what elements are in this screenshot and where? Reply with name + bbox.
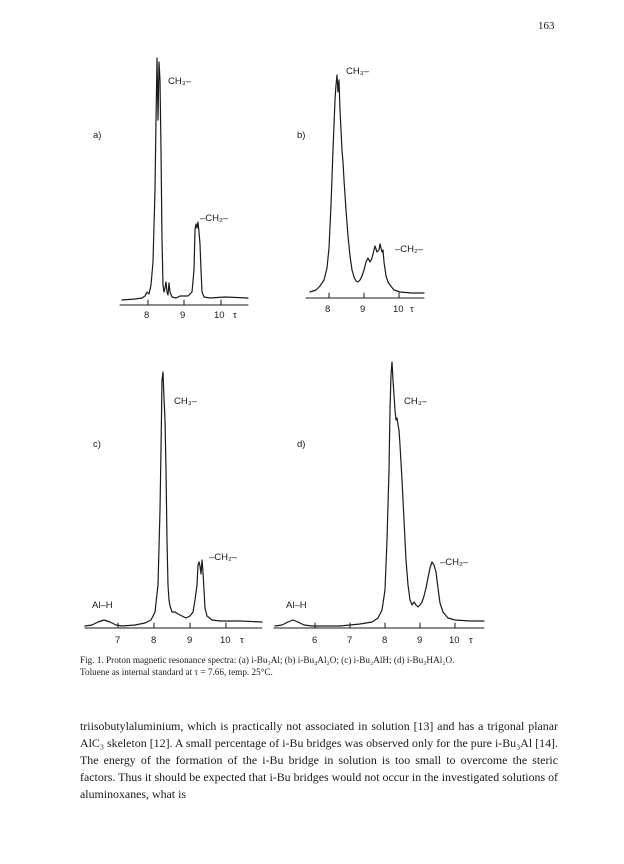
panel-a-ticks bbox=[148, 300, 221, 305]
panel-b-label: b) bbox=[297, 130, 306, 141]
panel-b-tick-9: 9 bbox=[360, 304, 366, 315]
panel-d-alh-label: Al–H bbox=[286, 600, 307, 611]
panel-c-spectrum bbox=[85, 372, 262, 628]
panel-d-trace bbox=[275, 362, 484, 626]
panel-a-tau: τ bbox=[233, 310, 237, 321]
panel-a-tick-8: 8 bbox=[144, 310, 150, 321]
figure-caption bbox=[80, 654, 560, 678]
panel-c-ch2-label: –CH₂– bbox=[209, 552, 237, 563]
body-text bbox=[80, 718, 558, 803]
panel-d-ch3-label: CH₃– bbox=[404, 396, 427, 407]
panel-a-trace bbox=[122, 58, 248, 300]
body-paragraph: triisobutylaluminium, which is practically not associated in solution [13] and has a trigonal planar AlC₃ skeleton [12]. A small percentage of i-Bu bridges was observed only for the pure i-Bu₃Al [14]. The energy of the formation of the i-Bu bridge in solution is too small to overcome the steric factors. Thus it should be expected that i-Bu bridges would not occur in the investigated solutions of aluminoxanes, what is bbox=[80, 719, 558, 801]
panel-d-tau: τ bbox=[469, 635, 473, 646]
panel-b-spectrum bbox=[306, 75, 424, 298]
panel-a-tick-10: 10 bbox=[214, 310, 225, 321]
panel-a-tick-9: 9 bbox=[180, 310, 186, 321]
panel-b-ch3-label: CH₃– bbox=[346, 66, 369, 77]
panel-d-ch2-label: –CH₂– bbox=[440, 557, 468, 568]
panel-d-tick-7: 7 bbox=[347, 635, 353, 646]
panel-b-ch2-label: –CH₂– bbox=[395, 244, 423, 255]
panel-d-spectrum bbox=[274, 362, 484, 628]
panel-d-tick-6: 6 bbox=[312, 635, 318, 646]
panel-b-tick-10: 10 bbox=[393, 304, 404, 315]
panel-b-ticks bbox=[329, 293, 399, 298]
panel-c-tau: τ bbox=[240, 635, 244, 646]
panel-a-spectrum bbox=[120, 58, 248, 305]
panel-c-tick-8: 8 bbox=[151, 635, 157, 646]
panel-a-ch2-label: –CH₂– bbox=[200, 213, 228, 224]
panel-c-ch3-label: CH₃– bbox=[174, 396, 197, 407]
panel-d-tick-9: 9 bbox=[417, 635, 423, 646]
panel-b-tick-8: 8 bbox=[325, 304, 331, 315]
figure-caption-line-1: Fig. 1. Proton magnetic resonance spectra: (a) i-Bu₃Al; (b) i-Bu₄Al₂O; (c) i-Bu₂AlH; (d) i-Bu₃HAl₂O. bbox=[80, 655, 455, 665]
panel-c-label: c) bbox=[93, 439, 101, 450]
panel-c-tick-10: 10 bbox=[220, 635, 231, 646]
panel-d-label: d) bbox=[297, 439, 306, 450]
panel-c-alh-label: Al–H bbox=[92, 600, 113, 611]
panel-c-tick-9: 9 bbox=[187, 635, 193, 646]
panel-d-tick-10: 10 bbox=[449, 635, 460, 646]
panel-c-tick-7: 7 bbox=[115, 635, 121, 646]
panel-b-tau: τ bbox=[410, 304, 414, 315]
page-number: 163 bbox=[538, 20, 555, 32]
panel-a-ch3-label: CH₃– bbox=[168, 76, 191, 87]
panel-b-trace bbox=[310, 75, 424, 293]
panel-d-tick-8: 8 bbox=[382, 635, 388, 646]
panel-a-label: a) bbox=[93, 130, 102, 141]
panel-c-trace bbox=[85, 372, 262, 626]
figure-caption-line-2: Toluene as internal standard at τ = 7.66, temp. 25°C. bbox=[80, 667, 273, 677]
